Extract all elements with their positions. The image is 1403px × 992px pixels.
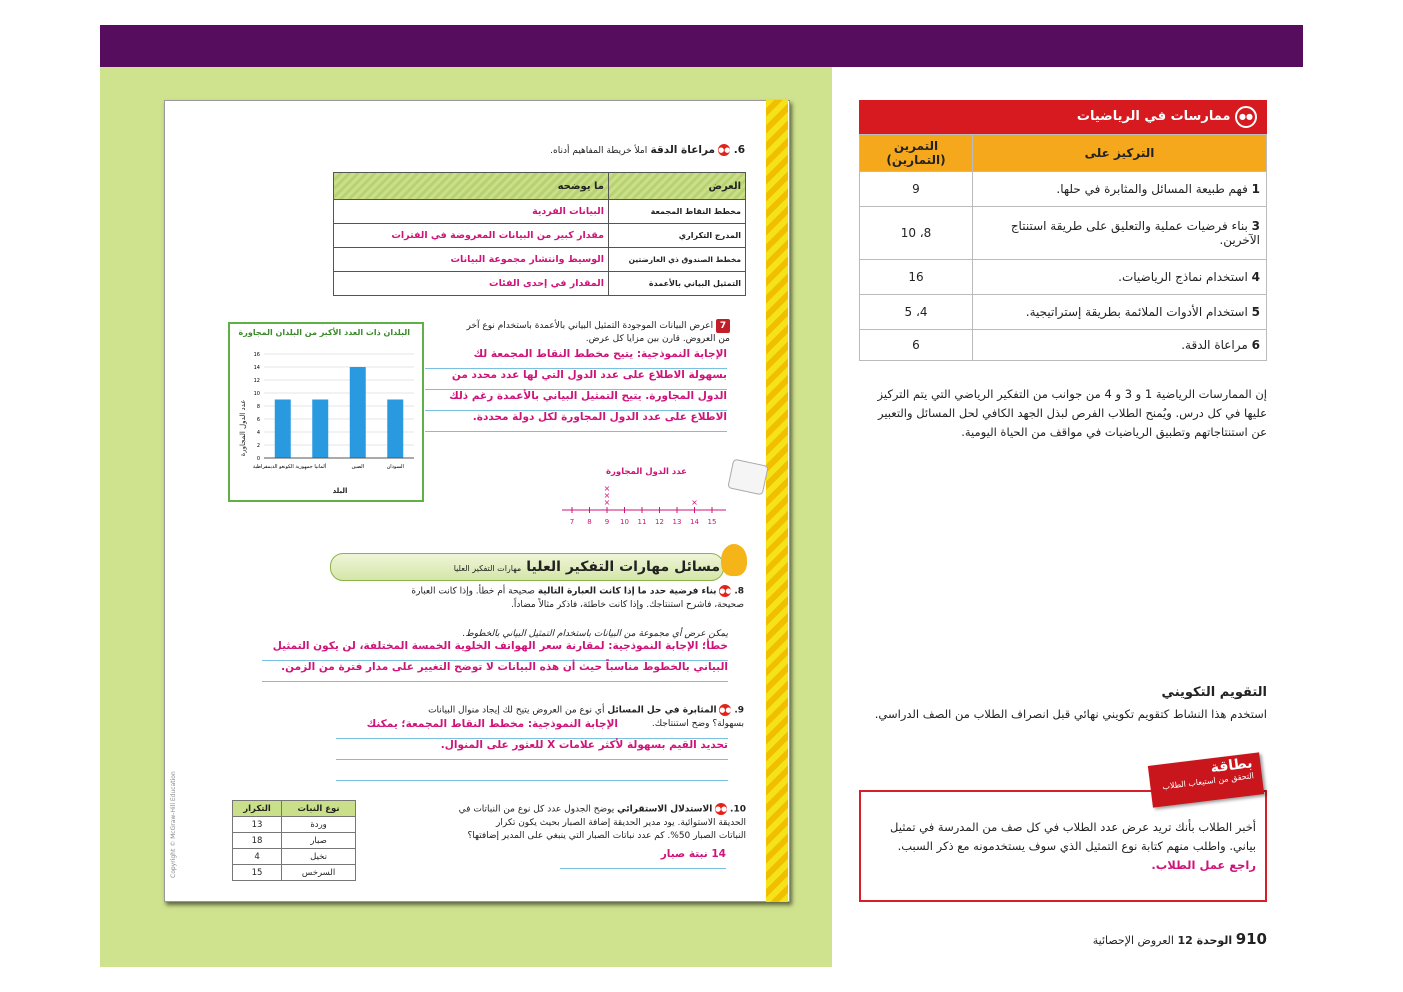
tick-label: 12 bbox=[655, 518, 664, 526]
y-tick-label: 0 bbox=[256, 456, 260, 462]
concept-map-table: العرض ما يوضحه مخطط النقاط المجمعة البيانات الفردية المدرج التكراري مقدار كبير من البيانات المعروضة في الفترات مخطط الصندوق ذي العارضتين الوسيط وانتشار مجموعة البيانات التمثيل البياني بالأعمدة المقدار في إحدى الفئات bbox=[333, 172, 746, 296]
q9-prompt: 9. ●● المثابرة في حل المسائل أي نوع من العروض يتيح لك إيجاد منوال البيانات بسهولة؟ وضح استنتاجك. bbox=[428, 705, 744, 729]
x-tick-label: الصين bbox=[351, 464, 365, 470]
x-mark: × bbox=[603, 491, 611, 500]
tick-label: 14 bbox=[690, 518, 699, 526]
table-row: التمثيل البياني بالأعمدة المقدار في إحدى الفئات bbox=[334, 272, 746, 296]
bar bbox=[275, 400, 291, 459]
q7-answer: الإجابة النموذجية: يتيح مخطط النقاط المجمعة لك بسهولة الاطلاع على عدد الدول التي لها عدد محدد من الدول المجاورة. يتيح التمثيل البياني بالأعمدة رغم ذلك الاطلاع على عدد الدول المجاورة لكل دولة محددة. bbox=[425, 348, 727, 432]
y-tick-label: 4 bbox=[256, 430, 260, 436]
page-edge-stripe bbox=[766, 100, 788, 902]
x-mark: × bbox=[603, 498, 611, 507]
x-mark: × bbox=[691, 498, 698, 507]
formative-text: استخدم هذا النشاط كتقويم تكويني نهائي قبل انصراف الطلاب من الصف الدراسي. bbox=[874, 707, 1267, 721]
tick-label: 10 bbox=[620, 518, 629, 526]
y-tick-label: 14 bbox=[253, 365, 260, 371]
y-tick-label: 16 bbox=[253, 352, 260, 358]
page-footer: 910 الوحدة 12 العروض الإحصائية bbox=[1092, 930, 1267, 948]
exit-card-stamp: بطاقة التحقق من استيعاب الطلاب bbox=[1148, 752, 1264, 807]
bar bbox=[312, 400, 328, 459]
tick-label: 9 bbox=[604, 518, 610, 526]
practice-icon: ●● bbox=[719, 706, 732, 714]
bar-chart bbox=[228, 322, 424, 502]
bar-chart-svg bbox=[230, 324, 422, 500]
copyright-margin: Copyright © McGraw-Hill Education bbox=[170, 771, 177, 878]
y-tick-label: 12 bbox=[253, 378, 260, 384]
table-row: 4 استخدام نماذج الرياضيات. 16 bbox=[860, 260, 1267, 295]
table-row: وردة 13 bbox=[233, 817, 356, 833]
tick-label: 13 bbox=[672, 518, 682, 526]
dot-plot bbox=[560, 478, 730, 533]
q10-prompt: 10. ●● الاستدلال الاستقرائي يوضح الجدول عدد كل نوع من النباتات في الحديقة الاستوائية. يود مدير الحديقة إضافة الصبار بحيث يكون تكرار النباتات الصبار 50%. كم عدد نباتات الصبار التي ينبغي على المدير إضافتها؟ bbox=[458, 804, 746, 841]
x-mark: × bbox=[603, 484, 611, 493]
chart-title: البلدان ذات العدد الأكبر من البلدان المجاورة bbox=[238, 328, 410, 337]
formative-title: التقويم التكويني bbox=[1161, 685, 1267, 700]
table-row: صبار 18 bbox=[233, 833, 356, 849]
q8-answer: خطأ؛ الإجابة النموذجية: لمقارنة سعر الهواتف الخلوية الخمسة المختلفة، لن يكون التمثيل البياني بالخطوط مناسباً حيث أن هذه البيانات لا توضح التغيير على مدار فترة من الزمن. bbox=[262, 640, 728, 682]
x-tick-label: جمهورية الكونغو الديمقراطية bbox=[252, 464, 313, 470]
q7-number-badge: 7 bbox=[716, 319, 730, 333]
math-practices-box bbox=[859, 100, 1267, 361]
practice-icon: ●● bbox=[1235, 106, 1257, 128]
bar bbox=[350, 367, 366, 458]
tick-label: 15 bbox=[707, 518, 717, 526]
y-axis-label: عدد الدول المجاورة bbox=[239, 399, 247, 457]
bar bbox=[387, 400, 403, 459]
q8-statement: يمكن عرض أي مجموعة من البيانات باستخدام التمثيل البياني بالخطوط. bbox=[462, 629, 728, 639]
exit-card-text: أخبر الطلاب بأنك تريد عرض عدد الطلاب في كل صف من المدرسة في تمثيل بياني. واطلب منهم كتابة نوع التمثيل الذي سوف يستخدمونه مع ذكر السبب. راجع عمل الطلاب. bbox=[890, 820, 1256, 872]
q9-answer: الإجابة النموذجية: مخطط النقاط المجمعة؛ يمكنك تحديد القيم بسهولة لأكثر علامات X للعثور على المنوال. bbox=[336, 718, 728, 781]
table-row: 5 استخدام الأدوات الملائمة بطريقة إستراتيجية. 4، 5 bbox=[860, 295, 1267, 330]
x-tick-label: السودان bbox=[386, 464, 404, 470]
tick-label: 7 bbox=[569, 518, 575, 526]
y-tick-label: 2 bbox=[256, 443, 260, 449]
table-row: مخطط الصندوق ذي العارضتين الوسيط وانتشار مجموعة البيانات bbox=[334, 248, 746, 272]
table-row: المدرج التكراري مقدار كبير من البيانات المعروضة في الفترات bbox=[334, 224, 746, 248]
hot-title: مسائل مهارات التفكير العليا مهارات التفكير العليا bbox=[453, 559, 720, 575]
practices-paragraph: إن الممارسات الرياضية 1 و 3 و 4 من جوانب من التفكير الرياضي التي يتم التركيز عليها في كل درس. ويُمنح الطلاب الفرص لبذل الجهد الكافي لحل المسائل والتعبير عن استنتاجاتهم وتطبيق الرياضيات في مواقف من الحياة اليومية. bbox=[877, 387, 1267, 439]
table-row: 1 فهم طبيعة المسائل والمثابرة في حلها. 9 bbox=[860, 172, 1267, 207]
table-row: مخطط النقاط المجمعة البيانات الفردية bbox=[334, 200, 746, 224]
table-row: نخيل 4 bbox=[233, 849, 356, 865]
x-axis-label: البلد bbox=[332, 487, 348, 495]
top-banner bbox=[100, 25, 1303, 67]
table-row: 3 بناء فرضيات عملية والتعليق على طريقة استنتاج الآخرين. 8، 10 bbox=[860, 207, 1267, 260]
table-row: 6 مراعاة الدقة. 6 bbox=[860, 330, 1267, 361]
q10-answer: 14 نبتة صبار bbox=[560, 848, 726, 869]
dot-plot-title: عدد الدول المجاورة bbox=[606, 467, 687, 477]
x-tick-label: ألمانيا bbox=[314, 464, 327, 470]
practice-icon: ●● bbox=[719, 587, 732, 595]
q7-prompt: 7 اعرض البيانات الموجودة التمثيل البياني بالأعمدة باستخدام نوع آخر من العروض. قارن بين مزايا كل عرض. bbox=[466, 321, 730, 344]
y-tick-label: 10 bbox=[253, 391, 260, 397]
q8-prompt: 8. ●● بناء فرضية حدد ما إذا كانت العبارة التالية صحيحة أم خطأ. وإذا كانت العبارة صحيحة، فاشرح استنتاجك. وإذا كانت خاطئة، فاذكر مثالاً مضاداً. bbox=[411, 586, 744, 610]
math-practices-header: ●● ممارسات في الرياضيات bbox=[859, 100, 1267, 134]
y-tick-label: 8 bbox=[256, 404, 260, 410]
plant-table: نوع النبات التكرار وردة 13 صبار 18 نخيل 4 السرخس 15 bbox=[232, 800, 356, 881]
tick-label: 11 bbox=[637, 518, 647, 526]
table-row: السرخس 15 bbox=[233, 865, 356, 881]
practice-icon: ●● bbox=[718, 146, 731, 154]
practices-table: التركيز على التمرين (التمارين) 1 فهم طبيعة المسائل والمثابرة في حلها. 9 3 بناء فرضيات عملية والتعليق على طريقة استنتاج الآخرين. 8، 10 4 استخدام نماذج الرياضيات. 16 5 استخدام الأدوات الملائمة بطريقة إستراتيجية. 4، 5 6 مراعاة الدقة. 6 bbox=[859, 134, 1267, 361]
practice-icon: ●● bbox=[714, 805, 728, 813]
y-tick-label: 6 bbox=[256, 417, 260, 423]
tick-label: 8 bbox=[587, 518, 592, 526]
hand-icon bbox=[721, 544, 747, 576]
q6-prompt: 6. ●● مراعاة الدقة املأ خريطة المفاهيم أدناه. bbox=[550, 144, 745, 156]
